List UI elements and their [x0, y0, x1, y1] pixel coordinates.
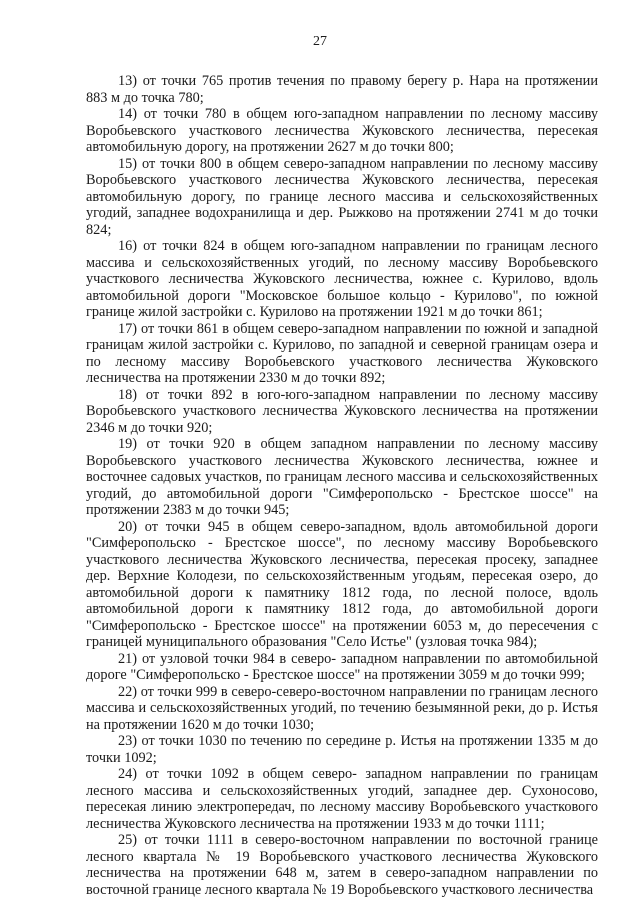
paragraph-17: 17) от точки 861 в общем северо-западном направлении по южной и западной границам жилой застройки с. Курилово, по западной и северной границам озера и по лесному массиву Воробьевского участкового лесничества Жуковского лесничества на протяжении 2330 м до точки 892;: [86, 320, 598, 386]
document-body: [86, 73, 598, 898]
paragraph-24: 24) от точки 1092 в общем северо- западном направлении по границам лесного массива и сельскохозяйственных угодий, западнее дер. Сухоносово, пересекая линию электропередач, по лесному массиву Воробьевского участкового лесничества Жуковского лесничества на протяжении 1933 м до точки 1111;: [86, 766, 598, 832]
paragraph-13: 13) от точки 765 против течения по правому берегу р. Нара на протяжении 883 м до точка 780;: [86, 73, 598, 106]
paragraph-23: 23) от точки 1030 по течению по середине р. Истья на протяжении 1335 м до точки 1092;: [86, 733, 598, 766]
paragraph-14: 14) от точки 780 в общем юго-западном направлении по лесному массиву Воробьевского участкового лесничества Жуковского лесничества, пересекая автомобильную дорогу, на протяжении 2627 м до точки 800;: [86, 106, 598, 155]
paragraph-21: 21) от узловой точки 984 в северо- западном направлении по автомобильной дороге "Симферопольско - Брестское шоссе" на протяжении 3059 м до точки 999;: [86, 650, 598, 683]
paragraph-25: 25) от точки 1111 в северо-восточном направлении по восточной границе лесного квартала № 19 Воробьевского участкового лесничества Жуковского лесничества на протяжении 648 м, затем в северо-западном направлении по восточной границе лесного квартала № 19 Воробьевского участкового лесничества: [86, 832, 598, 898]
paragraph-15: 15) от точки 800 в общем северо-западном направлении по лесному массиву Воробьевского участкового лесничества Жуковского лесничества, пересекая автомобильную дорогу, по границе лесного массива и сельскохозяйственных угодий, западнее водохранилища и дер. Рыжково на протяжении 2741 м до точки 824;: [86, 155, 598, 238]
paragraph-22: 22) от точки 999 в северо-северо-восточном направлении по границам лесного массива и сельскохозяйственных угодий, по течению безымянной реки, до р. Истья на протяжении 1620 м до точки 1030;: [86, 683, 598, 733]
paragraph-19: 19) от точки 920 в общем западном направлении по лесному массиву Воробьевского участкового лесничества Жуковского лесничества, южнее и восточнее садовых участков, по границам лесного массива и сельскохозяйственных угодий, до автомобильной дороги "Симферопольско - Брестское шоссе" на протяжении 2383 м до точки 945;: [86, 436, 598, 518]
paragraph-20: 20) от точки 945 в общем северо-западном, вдоль автомобильной дороги "Симферопольско - Брестское шоссе", по лесному массиву Воробьевского участкового лесничества Жуковского лесничества, пересекая просеку, западнее дер. Верхние Колодези, по сельскохозяйственным угодьям, пересекая озеро, до автомобильной дороги к памятнику 1812 года, по лесной полосе, вдоль автомобильной дороги к памятнику 1812 года, до автомобильной дороги "Симферопольско - Брестское шоссе" на протяжении 6053 м, до пересечения с границей муниципального образования "Село Истье" (узловая точка 984);: [86, 518, 598, 650]
page-number: 27: [313, 34, 327, 49]
paragraph-18: 18) от точки 892 в юго-юго-западном направлении по лесному массиву Воробьевского участкового лесничества Жуковского лесничества на протяжении 2346 м до точки 920;: [86, 386, 598, 436]
paragraph-16: 16) от точки 824 в общем юго-западном направлении по границам лесного массива и сельскохозяйственных угодий, по лесному массиву Воробьевского участкового лесничества Жуковского лесничества, южнее с. Курилово, вдоль автомобильной дороги "Московское большое кольцо - Курилово", по южной границе жилой застройки с. Курилово на протяжении 1921 м до точки 861;: [86, 238, 598, 320]
